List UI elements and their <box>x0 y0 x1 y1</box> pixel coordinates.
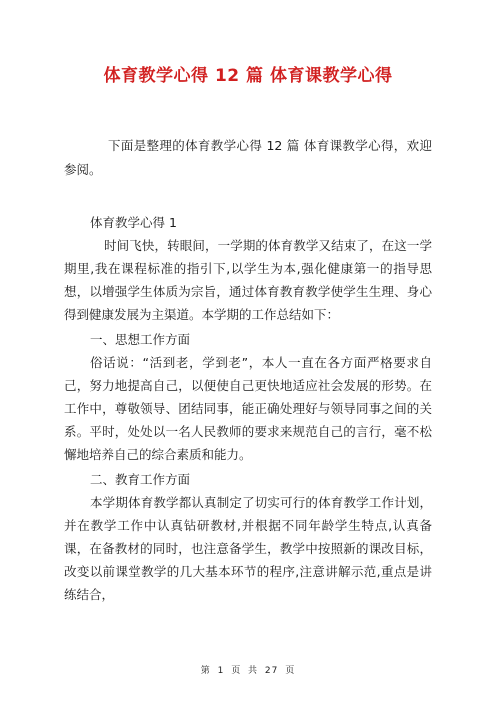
document-body <box>64 211 432 606</box>
body-paragraph: 时间飞快，转眼间，一学期的体育教学又结束了，在这一学期里,我在课程标准的指引下,以学生为本,强化健康第一的指导思想，以增强学生体质为宗旨，通过体育教育教学使学生生理、身心得到健康发展为主渠道。本学期的工作总结如下： <box>64 238 432 322</box>
page-number-footer: 第 1 页 共 27 页 <box>200 666 296 676</box>
subheading-teaching: 二、教育工作方面 <box>90 472 191 487</box>
body-paragraph: 本学期体育教学都认真制定了切实可行的体育教学工作计划，并在教学工作中认真钻研教材,并根据不同年龄学生特点,认真备课，在备教材的同时，也注意备学生，教学中按照新的课改目标，改变以前课堂教学的几大基本环节的程序,注意讲解示范,重点是讲练结合， <box>64 495 432 602</box>
section-title: 体育教学心得 1 <box>90 215 177 230</box>
body-paragraph: 俗话说：“活到老，学到老”，本人一直在各方面严格要求自己，努力地提高自己，以便使自己更快地适应社会发展的形势。在工作中，尊敬领导、团结同事，能正确处理好与领导同事之间的关系。平时，处处以一名人民教师的要求来规范自己的言行，毫不松懈地培养自己的综合素质和能力。 <box>64 355 432 462</box>
subheading-ideology: 一、思想工作方面 <box>90 332 191 347</box>
intro-paragraph: 下面是整理的体育教学心得 12 篇 体育课教学心得，欢迎参阅。 <box>64 138 432 177</box>
document-title: 体育教学心得 12 篇 体育课教学心得 <box>103 66 393 86</box>
